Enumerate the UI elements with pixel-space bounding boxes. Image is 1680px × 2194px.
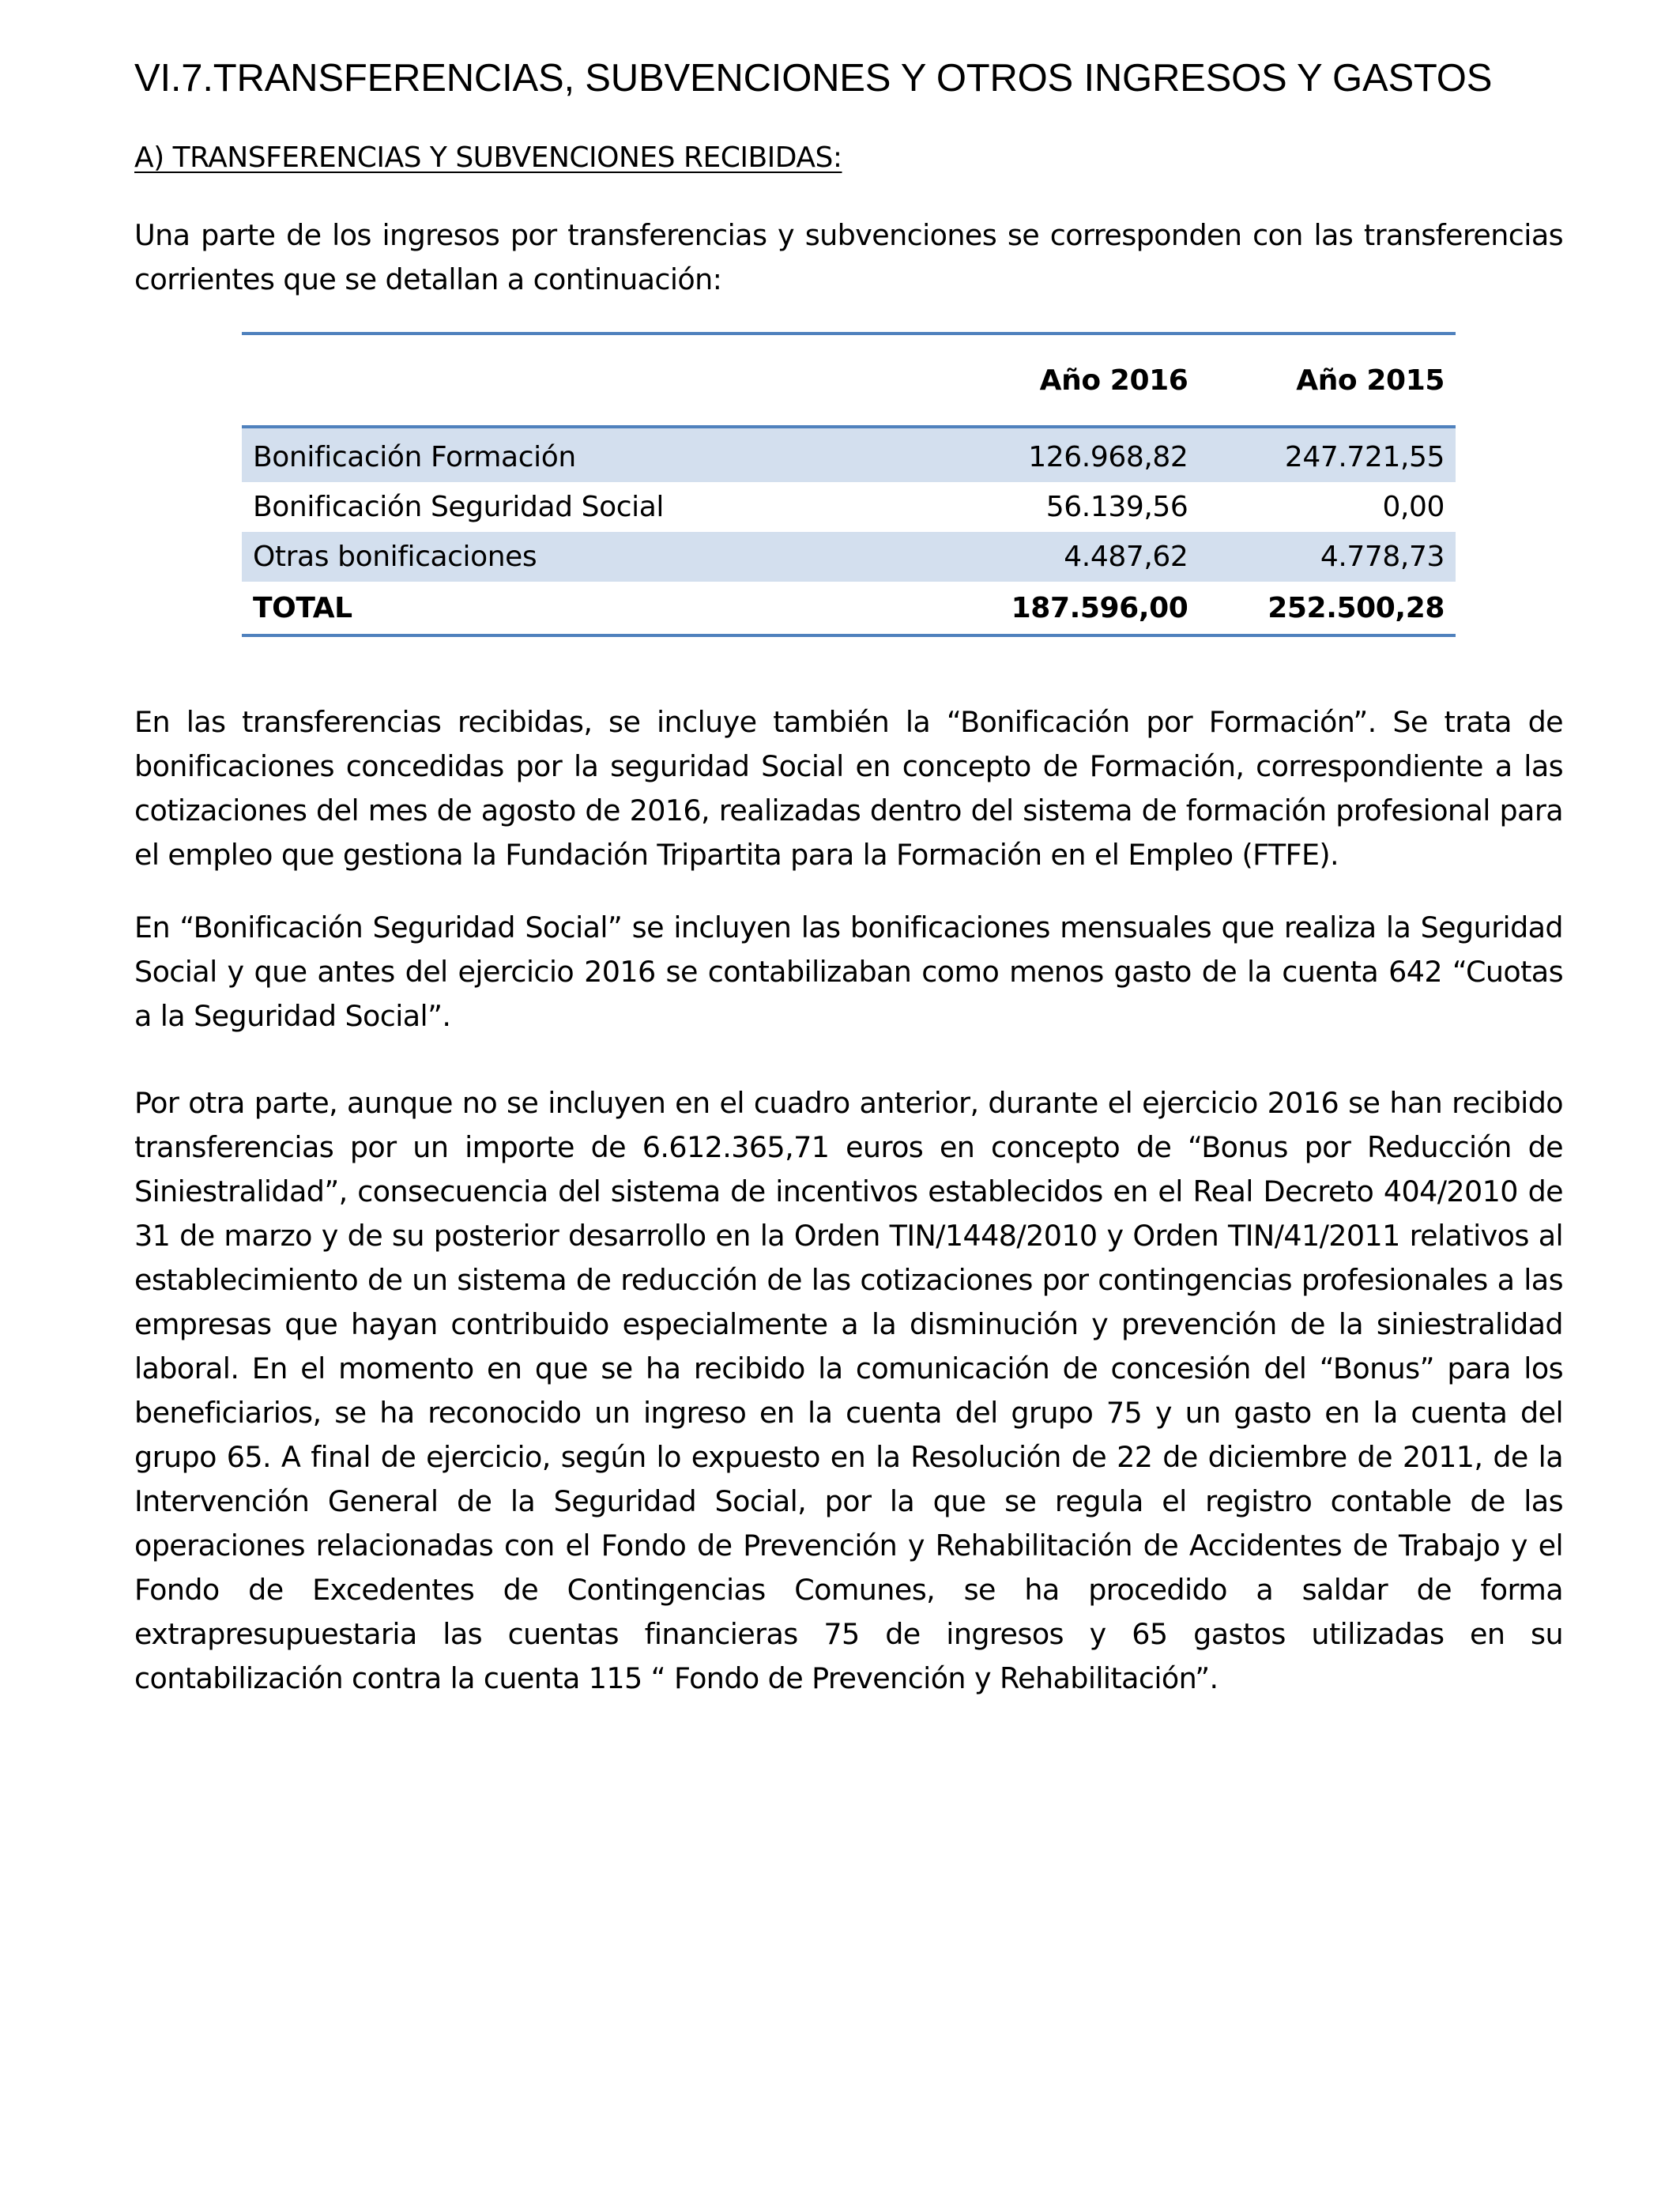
paragraph-bonus-siniestralidad: Por otra parte, aunque no se incluyen en el cuadro anterior, durante el ejercicio 2016 se han recibido transferencias por un importe de 6.612.365,71 euros en concepto de “Bonus por Reducción de Siniestralidad”, consecuencia del sistema de incentivos establecidos en el Real Decreto 404/2010 de 31 de marzo y de su posterior desarrollo en la Orden TIN/1448/2010 y Orden TIN/41/2011 relativos al establecimiento de un sistema de reducción de las cotizaciones por contingencias profesionales a las empresas que hayan contribuido especialmente a la disminución y prevención de la siniestralidad laboral. En el momento en que se ha recibido la comunicación de concesión del “Bonus” para los beneficiarios, se ha reconocido un ingreso en la cuenta del grupo 75 y un gasto en la cuenta del grupo 65. A final de ejercicio, según lo expuesto en la Resolución de 22 de diciembre de 2011, de la Intervención General de la Seguridad Social, por la que se regula el registro contable de las operaciones relacionadas con el Fondo de Prevención y Rehabilitación de Accidentes de Trabajo y el Fondo de Excedentes de Contingencias Comunes, se ha procedido a saldar de forma extrapresupuestaria las cuentas financieras 75 de ingresos y 65 gastos utilizadas en su contabilización contra la cuenta 115 “ Fondo de Prevención y Rehabilitación”.: [134, 1086, 1563, 1695]
intro-paragraph: Una parte de los ingresos por transferencias y subvenciones se corresponden con las transferencias corrientes que se detallan a continuación:: [134, 218, 1563, 296]
row-value-2016: 126.968,82: [951, 427, 1199, 482]
table-row: [242, 482, 1456, 532]
row-value-2016: 4.487,62: [951, 532, 1199, 582]
header-label: [242, 335, 951, 427]
section-heading: VI.7.TRANSFERENCIAS, SUBVENCIONES Y OTROS INGRESOS Y GASTOS: [134, 57, 1493, 100]
table-header-row: [242, 335, 1456, 427]
row-value-2015: 0,00: [1382, 491, 1445, 523]
row-label: Otras bonificaciones: [242, 532, 951, 582]
row-value-2015: 4.778,73: [1199, 532, 1456, 582]
total-label: TOTAL: [242, 582, 951, 635]
section-subheading: A) TRANSFERENCIAS Y SUBVENCIONES RECIBIDAS:: [134, 141, 842, 174]
paragraph-bonificacion-formacion: En las transferencias recibidas, se incluye también la “Bonificación por Formación”. Se trata de bonificaciones concedidas por la seguridad Social en concepto de Formación, correspondiente a las cotizaciones del mes de agosto de 2016, realizadas dentro del sistema de formación profesional para el empleo que gestiona la Fundación Tripartita para la Formación en el Empleo (FTFE).: [134, 705, 1563, 872]
row-label: Bonificación Seguridad Social: [253, 491, 664, 523]
header-year-2015: Año 2015: [1199, 335, 1456, 427]
row-value-2016: 56.139,56: [1045, 491, 1188, 523]
transfers-table: [242, 332, 1456, 637]
total-value-2016: 187.596,00: [951, 582, 1199, 635]
header-year-2016: Año 2016: [951, 335, 1199, 427]
row-value-2015: 247.721,55: [1199, 427, 1456, 482]
paragraph-bonificacion-seguridad-social: En “Bonificación Seguridad Social” se incluyen las bonificaciones mensuales que realiza la Seguridad Social y que antes del ejercicio 2016 se contabilizaban como menos gasto de la cuenta 642 “Cuotas a la Seguridad Social”.: [134, 910, 1563, 1033]
table-total-row: [242, 582, 1456, 635]
table-row: [242, 532, 1456, 582]
row-label: Bonificación Formación: [242, 427, 951, 482]
total-value-2015: 252.500,28: [1199, 582, 1456, 635]
table-row: [242, 427, 1456, 482]
